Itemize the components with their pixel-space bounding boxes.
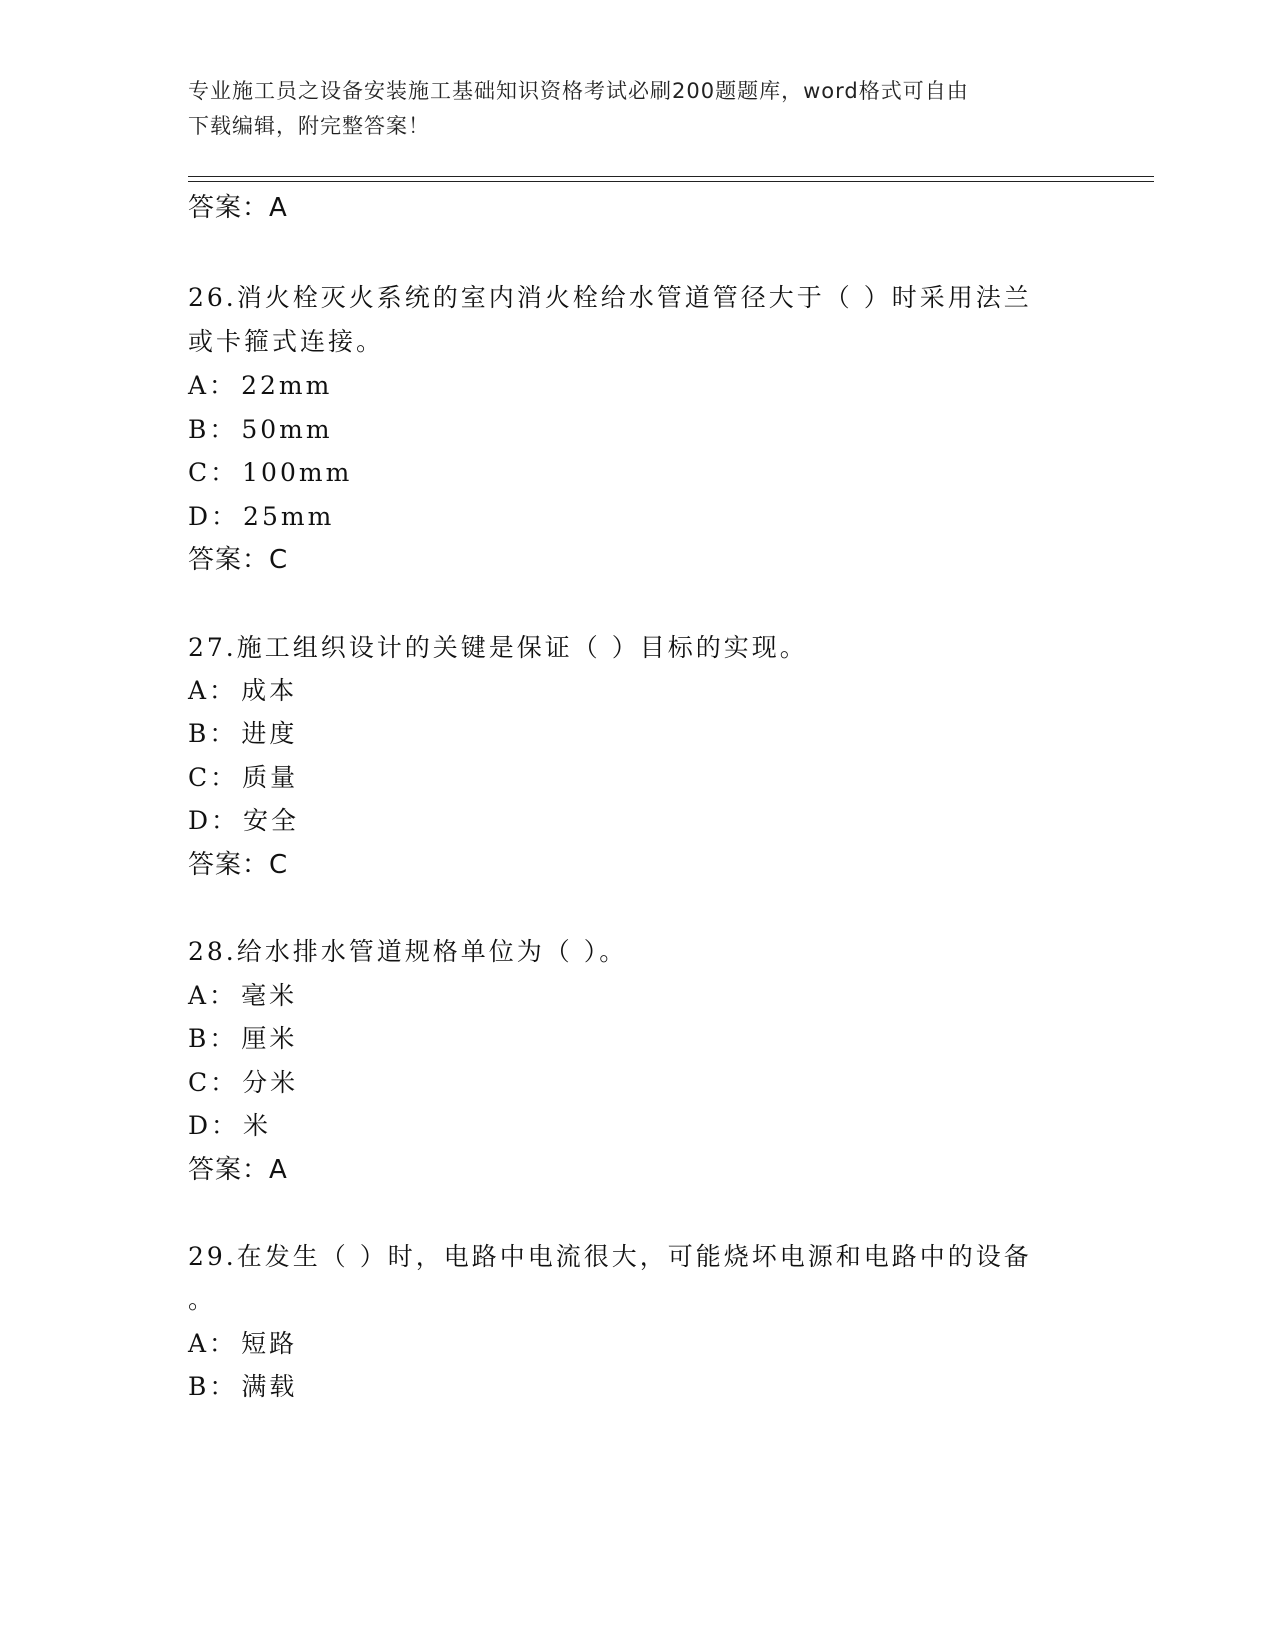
option-key: C： [188,763,239,792]
question-28-option-c [188,1066,298,1100]
option-key: A： [188,676,238,705]
option-value: 厘米 [241,1024,298,1053]
option-value: 分米 [242,1068,299,1097]
option-key: D： [188,1111,240,1140]
question-28-stem: 28.给水排水管道规格单位为（ ）。 [188,937,628,966]
option-key: B： [188,415,238,444]
question-29-stem: 29.在发生（ ）时，电路中电流很大，可能烧坏电源和电路中的设备 [188,1242,1032,1271]
question-26-stem: 26.消火栓灭火系统的室内消火栓给水管道管径大于（ ）时采用法兰 [188,283,1032,312]
question-27-stem: 27.施工组织设计的关键是保证（ ）目标的实现。 [188,633,808,662]
header-divider [188,176,1154,177]
question-26-option-b [188,413,333,447]
option-key: C： [188,1068,239,1097]
question-26-option-d [188,500,334,534]
question-29-stem-cont: 。 [188,1285,217,1314]
question-26-option-a [188,369,332,403]
option-value: 满载 [241,1372,298,1401]
question-27-answer: 答案：C [188,850,289,880]
option-value: 米 [243,1111,272,1140]
option-key: D： [188,502,240,531]
page-header [188,74,1068,144]
option-value: 毫米 [241,981,298,1010]
answer-previous: 答案：A [188,193,288,223]
question-28-option-d [188,1109,271,1143]
option-key: B： [188,1024,238,1053]
option-key: A： [188,1329,238,1358]
option-key: B： [188,719,238,748]
question-27-option-c [188,761,298,795]
header-line-1: 专业施工员之设备安装施工基础知识资格考试必刷200题题库，word格式可自由 [188,79,969,103]
question-27-option-a [188,674,297,708]
option-value: 22mm [241,371,333,400]
option-key: C： [188,458,239,487]
question-28-answer: 答案：A [188,1155,288,1185]
option-value: 50mm [241,415,333,444]
question-26-answer: 答案：C [188,545,289,575]
option-key: D： [188,806,240,835]
option-value: 25mm [243,502,335,531]
question-28-option-a [188,979,297,1013]
question-27-option-b [188,717,297,751]
header-divider-second [188,181,1154,182]
option-value: 质量 [242,763,299,792]
question-28-option-b [188,1022,297,1056]
header-line-2: 下载编辑，附完整答案！ [188,114,430,138]
question-29-option-b [188,1370,297,1404]
option-value: 短路 [241,1329,298,1358]
question-26-option-c [188,456,352,490]
option-value: 100mm [242,458,353,487]
question-27-option-d [188,804,299,838]
option-value: 成本 [241,676,298,705]
option-value: 进度 [241,719,298,748]
option-key: A： [188,371,238,400]
option-value: 安全 [243,806,300,835]
question-29-option-a [188,1327,297,1361]
question-26-stem-cont: 或卡箍式连接。 [188,327,385,356]
option-key: A： [188,981,238,1010]
option-key: B： [188,1372,238,1401]
